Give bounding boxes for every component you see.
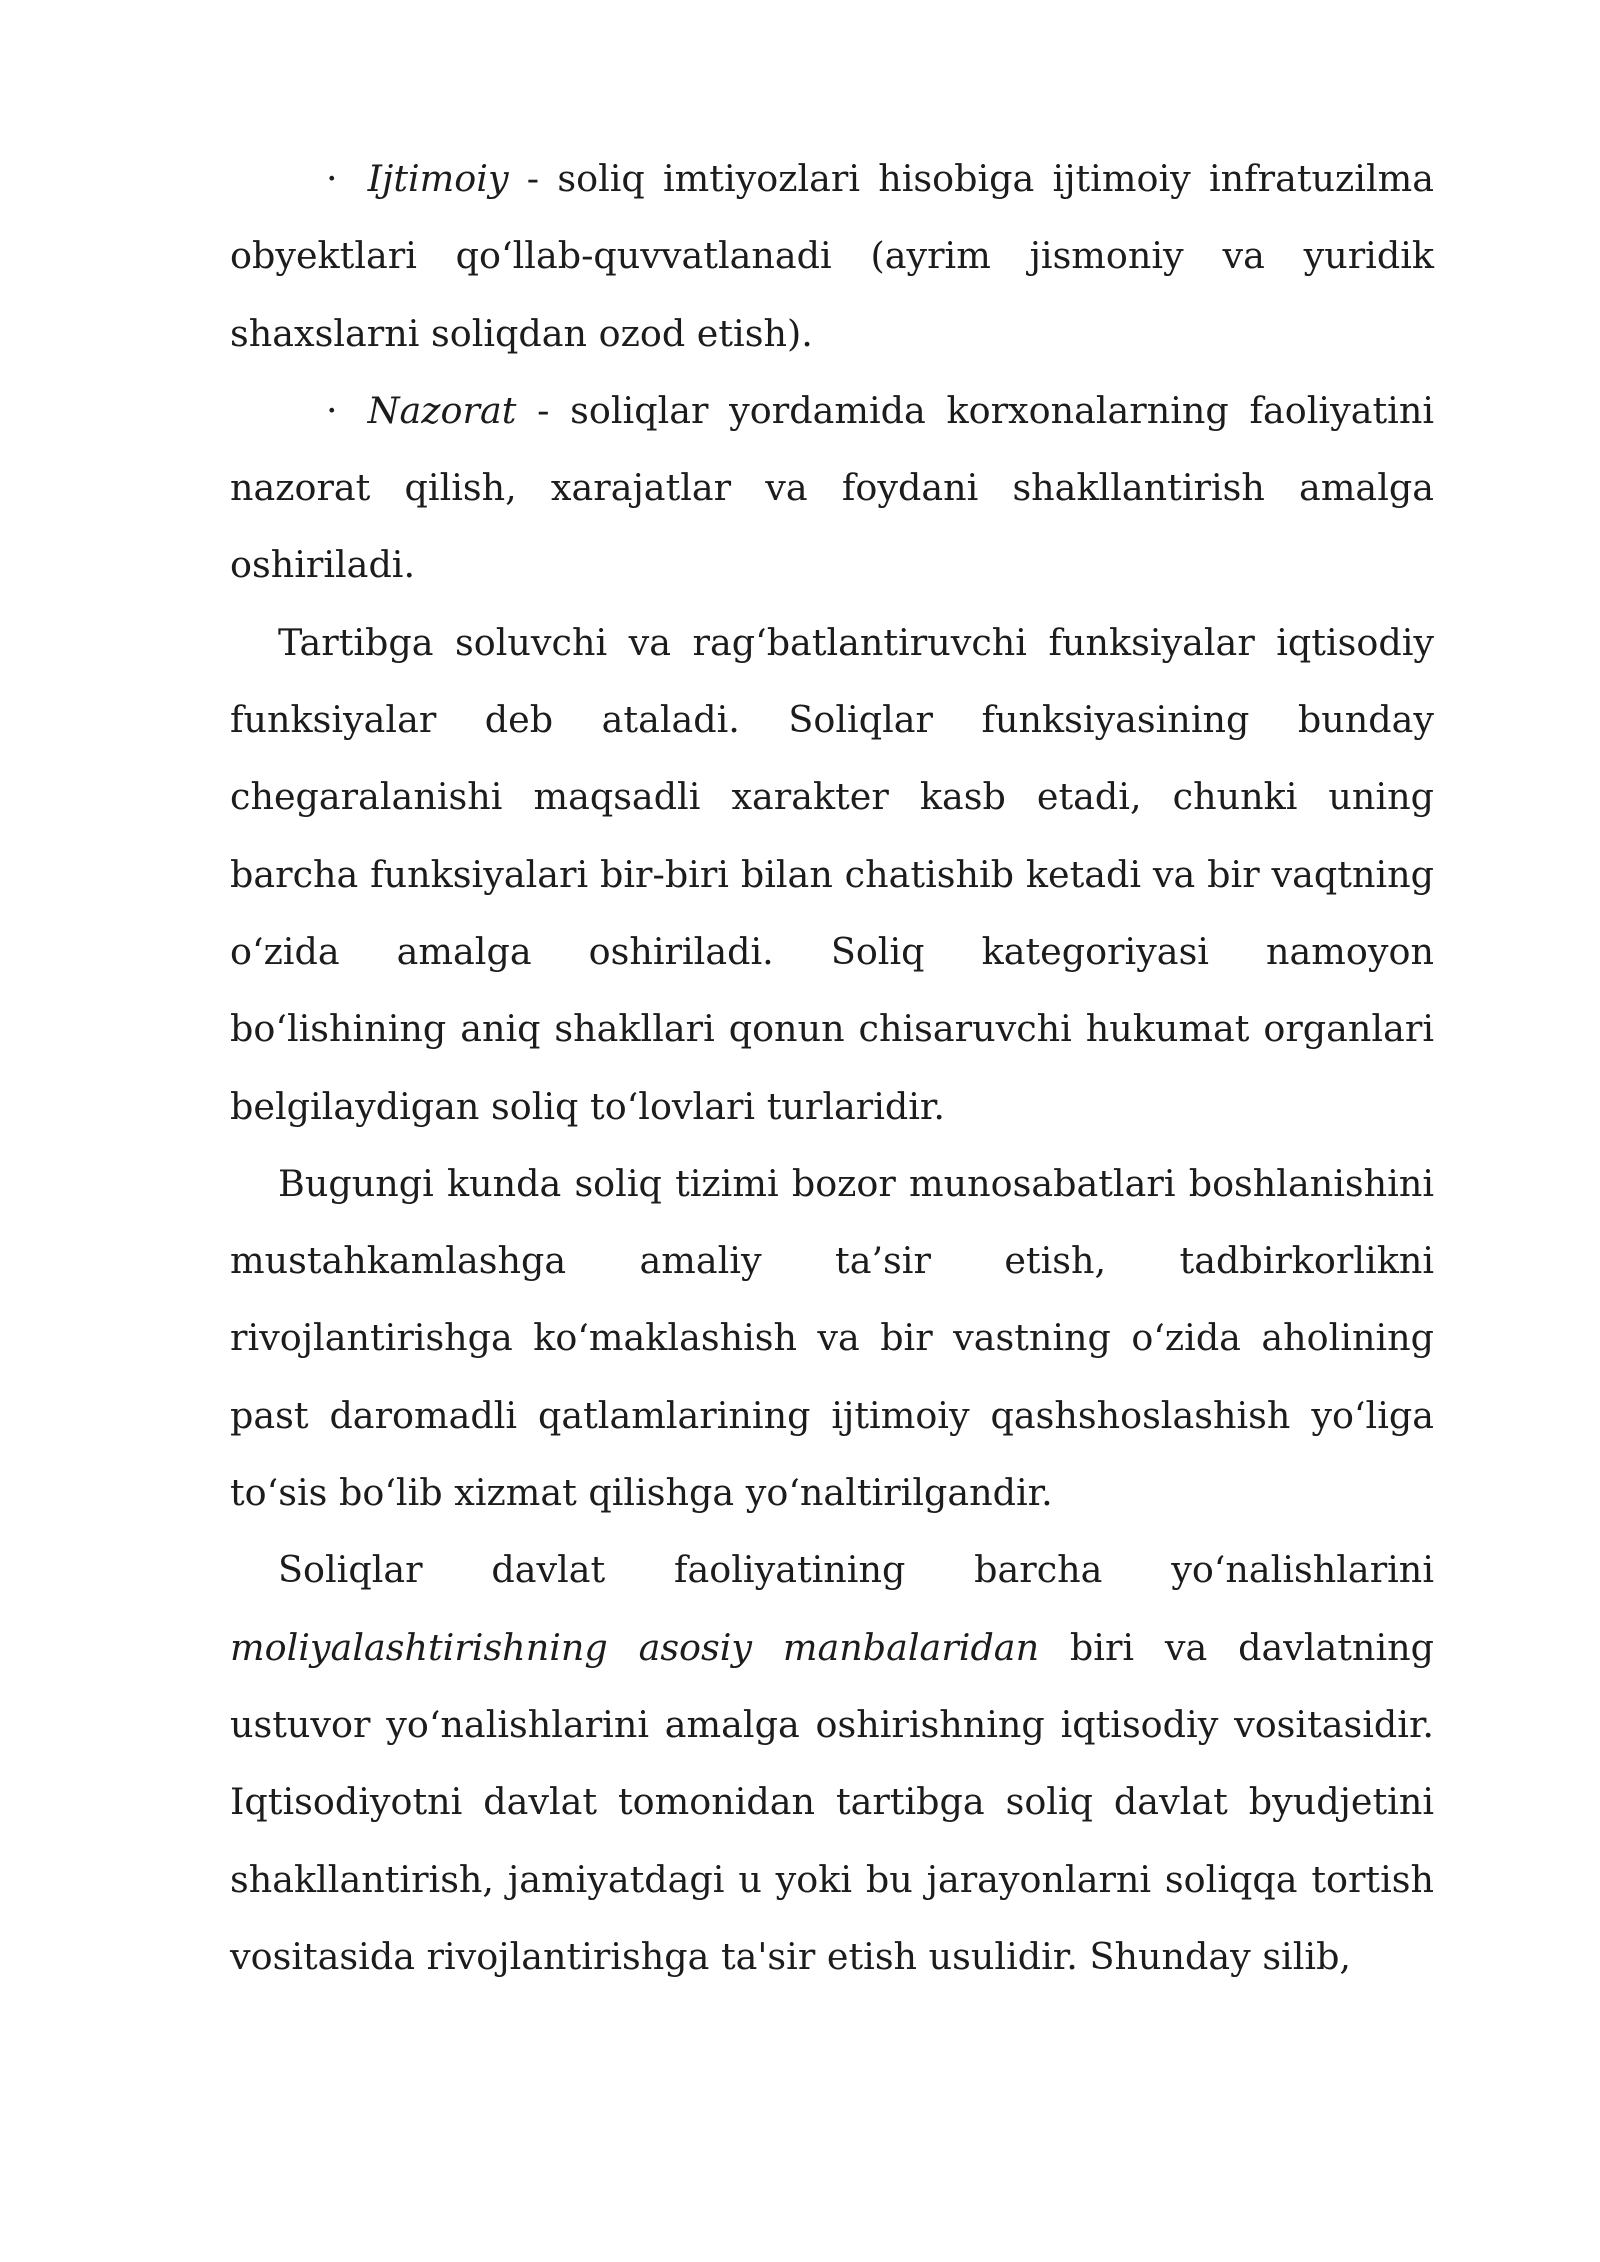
document-page: [230, 140, 1434, 1995]
term-nazorat: Nazorat: [367, 388, 517, 432]
paragraph-ijtimoiy: [230, 140, 1434, 372]
paragraph-bugungi: Bugungi kunda soliq tizimi bozor munosabatlari boshlanishini mustahkamlashga amaliy ta’sir etish, tadbirkorlikni rivojlantirishga koʻmaklashish va bir vastning oʻzida aholining past daromadli qatlamlarining ijtimoiy qashshoslashish yoʻliga toʻsis boʻlib xizmat qilishga yoʻnaltirilgandir.: [230, 1161, 1434, 1515]
paragraph-nazorat: [230, 372, 1434, 604]
emphasis-text: moliyalashtirishning asosiy manbalaridan: [230, 1625, 1040, 1669]
bullet-marker: ·: [326, 157, 338, 200]
paragraph-text: - soliqlar yordamida korxonalarning faoliyatini nazorat qilish, xarajatlar va foydani shakllantirish amalga oshiriladi.: [230, 388, 1434, 587]
paragraph-soliqlar: [230, 1531, 1434, 1995]
paragraph-text: Soliqlar davlat faoliyatining barcha yoʻnalishlarini: [278, 1548, 1434, 1592]
paragraph-text: biri va davlatning ustuvor yoʻnalishlarini amalga oshirishning iqtisodiy vositasidir. Iqtisodiyotni davlat tomonidan tartibga soliq davlat byudjetini shakllantirish, jamiyatdagi u yoki bu jarayonlarni soliqqa tortish vositasida rivojlantirishga ta'sir etish usulidir. Shunday silib,: [230, 1625, 1434, 1978]
paragraph-text: - soliq imtiyozlari hisobiga ijtimoiy infratuzilma obyektlari qoʻllab-quvvatlanadi (ayrim jismoniy va yuridik shaxslarni soliqdan ozod etish).: [230, 157, 1434, 355]
term-ijtimoiy: Ijtimoiy: [367, 157, 509, 200]
paragraph-tartibga: Tartibga soluvchi va ragʻbatlantiruvchi funksiyalar iqtisodiy funksiyalar deb ataladi. Soliqlar funksiyasining bunday chegaralanishi maqsadli xarakter kasb etadi, chunki uning barcha funksiyalari bir-biri bilan chatishib ketadi va bir vaqtning oʻzida amalga oshiriladi. Soliq kategoriyasi namoyon boʻlishining aniq shakllari qonun chisaruvchi hukumat organlari belgilaydigan soliq toʻlovlari turlaridir.: [230, 620, 1434, 1128]
bullet-marker: ·: [326, 388, 338, 432]
